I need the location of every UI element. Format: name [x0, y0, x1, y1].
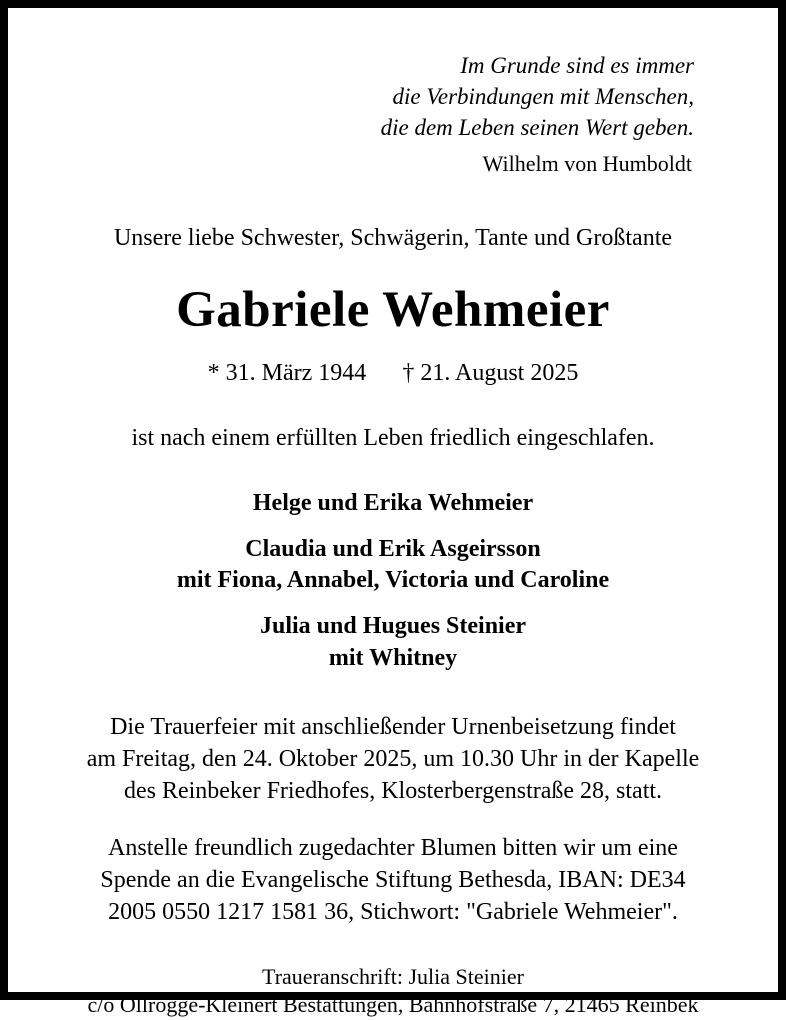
birth-date: * 31. März 1944	[207, 360, 367, 387]
donation-line: Spende an die Evangelische Stiftung Bethesda, IBAN: DE34	[100, 867, 686, 894]
quote-line-2: die Verbindungen mit Menschen,	[392, 84, 694, 110]
donation-request	[48, 833, 738, 928]
donation-line: 2005 0550 1217 1581 36, Stichwort: "Gabriele Wehmeier".	[108, 898, 678, 925]
ceremony-details	[48, 712, 738, 807]
quote-line-3: die dem Leben seinen Wert geben.	[380, 115, 694, 141]
obituary-content	[20, 22, 766, 1018]
survivor-group	[48, 534, 738, 597]
survivors-list	[48, 488, 738, 674]
survivor-line: mit Whitney	[328, 644, 458, 671]
mourning-border-frame	[6, 6, 780, 1018]
survivor-line: Helge und Erika Wehmeier	[252, 490, 534, 517]
quote-line-1: Im Grunde sind es immer	[460, 53, 694, 78]
ceremony-line: am Freitag, den 24. Oktober 2025, um 10.30 Uhr in der Kapelle	[86, 746, 700, 773]
passing-statement: ist nach einem erfüllten Leben friedlich eingeschlafen.	[131, 425, 655, 452]
survivor-group	[48, 611, 738, 674]
survivor-group	[48, 488, 738, 520]
mourning-address	[48, 963, 738, 1020]
ceremony-line: des Reinbeker Friedhofes, Klosterbergenstraße 28, statt.	[123, 777, 663, 804]
donation-line: Anstelle freundlich zugedachter Blumen bitten wir um eine	[108, 835, 678, 862]
address-line: Traueranschrift: Julia Steinier	[262, 963, 524, 989]
quote-author: Wilhelm von Humboldt	[482, 151, 692, 177]
life-dates	[48, 360, 738, 387]
survivor-line: Julia und Hugues Steinier	[259, 613, 527, 640]
address-line: c/o Ollrogge-Kleinert Bestattungen, Bahnhofstraße 7, 21465 Reinbek	[87, 992, 699, 1018]
ceremony-line: Die Trauerfeier mit anschließender Urnenbeisetzung findet	[110, 714, 676, 741]
survivor-line: Claudia und Erik Asgeirsson	[245, 535, 541, 562]
relationship-intro: Unsere liebe Schwester, Schwägerin, Tante und Großtante	[113, 224, 673, 251]
quote-block	[48, 50, 738, 179]
deceased-name: Gabriele Wehmeier	[176, 282, 610, 339]
death-date: † 21. August 2025	[402, 360, 579, 387]
survivor-line: mit Fiona, Annabel, Victoria und Caroline	[176, 567, 610, 594]
